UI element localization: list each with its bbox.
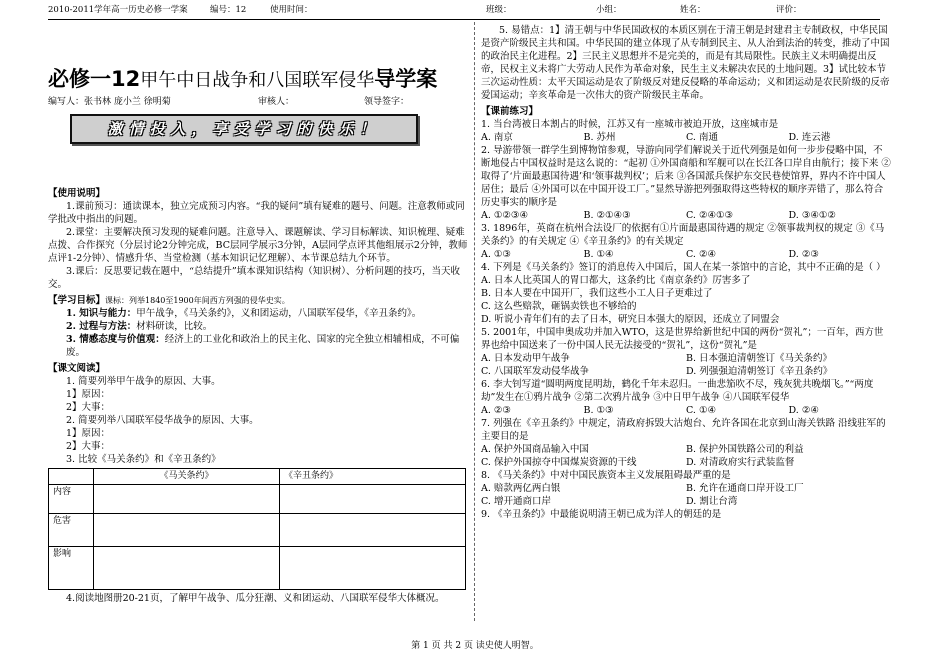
title-middle: 甲午中日战争和八国联军侵华 (140, 70, 375, 91)
answer-option[interactable]: C. ②④ (686, 249, 717, 260)
answer-option[interactable]: B. 日本强迫清朝签订《马关条约》 (686, 353, 833, 364)
answer-option[interactable]: B. ①③ (583, 405, 614, 416)
header-name: 姓名： (680, 5, 706, 15)
q2-events: 2】大事： (66, 441, 111, 452)
answer-cell[interactable] (280, 547, 466, 590)
answer-option[interactable]: B. 允许在通商口岸开设工厂 (686, 483, 804, 494)
question-stem: 8. 《马关条约》中对中国民族资本主义发展阻碍最严重的是 (481, 470, 731, 481)
question-stem: 5. 2001年，中国申奥成功并加入WTO，这是世界给新世纪中国的两份“贺礼”；一百年，西方世界也给中国送来了一份中国人民无法接受的“贺礼”，这份“贺礼”是 (481, 327, 884, 351)
options-row (481, 352, 891, 365)
column-divider (474, 22, 475, 621)
treaty-comparison-table (48, 468, 466, 590)
motto-banner: 激情投入，享受学习的快乐！ (70, 114, 418, 144)
header-eval: 评价： (776, 5, 802, 15)
page-footer: 第 1 页 共 2 页 读史使人明智。 (411, 641, 539, 651)
answer-option[interactable]: A. ①②③④ (481, 210, 528, 221)
answer-option[interactable]: C. 八国联军发动侵华战争 (481, 366, 589, 377)
header-time: 使用时间： (270, 5, 313, 15)
question-stem: 2. 导游带领一群学生到博物馆参观，导游向同学们解说关于近代列强是如何一步步侵略中国，不断地侵占中国权益时是这么说的：“起初 ①外国商船和军舰可以在长江各口岸自由航行；接下来 ②取得了‘片面最惠国待遇’和‘领事裁判权’；后来 ③各国派兵保护东交民巷使馆界，界内不许中国人居住；最后 ④外国可以在中国开设工厂。”显然导游把列强取得这些特权的顺序弄错了，那么符合历史事实的顺序是 (481, 145, 891, 208)
right-column (481, 22, 891, 521)
authors-line (48, 96, 468, 109)
answer-option[interactable]: B. 日本人要在中国开厂，我们这些小工人日子更难过了 (481, 288, 713, 299)
usage-item: 3.课后：反思要记载在题中，“总结提升”填本课知识结构（知识树）、分析问题的技巧，当天收交。 (48, 266, 461, 290)
title-prefix: 必修一12 (48, 67, 141, 91)
reading-q3: 3. 比较《马关条约》和《辛丑条约》 (66, 454, 221, 465)
page-header (48, 4, 880, 18)
row-label: 内容 (49, 485, 94, 514)
reading-q4: 4.阅读地图册20-21页，了解甲午战争、瓜分狂潮、义和团运动、八国联军侵华大体概况。 (66, 593, 445, 604)
answer-option[interactable]: A. 保护外国商品输入中国 (481, 444, 589, 455)
reading-heading: 【课文阅读】 (48, 363, 106, 374)
practice-heading: 【课前练习】 (481, 106, 539, 117)
question-stem: 9. 《辛丑条约》中最能说明清王朝已成为洋人的朝廷的是 (481, 509, 722, 520)
answer-option[interactable]: C. 保护外国掠夺中国煤炭资源的干线 (481, 457, 637, 468)
q2-reason: 1】原因： (66, 428, 111, 439)
answer-option[interactable]: C. ①④ (686, 405, 717, 416)
practice-questions (481, 118, 891, 521)
title-suffix: 导学案 (374, 67, 438, 91)
answer-option[interactable]: B. 苏州 (583, 132, 616, 143)
options-row (481, 248, 891, 261)
question-stem: 7. 列强在《辛丑条约》中规定，清政府拆毁大沽炮台、允许各国在北京到山海关铁路 沿线驻军的主要目的是 (481, 418, 886, 442)
table-row (49, 547, 466, 590)
options-row (481, 131, 891, 144)
answer-option[interactable]: C. 南通 (686, 132, 718, 143)
goal-item: 2. 过程与方法：材料研读，比较。 (66, 321, 213, 332)
options-row (481, 495, 891, 508)
leader-signature: 领导签字： (364, 97, 410, 107)
options-row (481, 456, 891, 469)
reading-q1: 1. 简要列举甲午战争的原因、大事。 (66, 376, 221, 387)
answer-option[interactable]: A. 日本人比英国人的胃口都大，这条约比《南京条约》厉害多了 (481, 275, 751, 286)
options-row (481, 404, 891, 417)
answer-option[interactable]: B. ②①④③ (583, 210, 631, 221)
answer-option[interactable]: D. 对清政府实行武装监督 (686, 457, 795, 468)
table-row (49, 514, 466, 547)
answer-option[interactable]: D. ②③ (788, 249, 819, 260)
reviewer: 审核人： (258, 97, 295, 107)
left-column (48, 22, 468, 605)
table-header-row (49, 469, 466, 485)
answer-option[interactable]: C. ②④①③ (686, 210, 734, 221)
answer-option[interactable]: A. 日本发动甲午战争 (481, 353, 570, 364)
answer-option[interactable]: A. ②③ (481, 405, 511, 416)
options-row (481, 443, 891, 456)
answer-option[interactable]: D. 连云港 (788, 132, 831, 143)
question-stem: 4. 下列是《马关条约》签订的消息传入中国后，国人在某一茶馆中的言论，其中不正确的是（ ） (481, 262, 886, 273)
answer-option[interactable]: C. 这么些赔款，砸锅卖铁也不够给的 (481, 301, 637, 312)
table-header-cell (49, 469, 94, 485)
error-points: 5. 易错点：1】清王朝与中华民国政权的本质区别在于清王朝是封建君主专制政权，中华民国是资产阶级民主共和国。中华民国的建立体现了从专制到民主、从人治到法治的转变，推动了中国的政治民主化进程。2】三民主义思想并不是完美的，而是有其局限性。民族主义未明确提出反帝，民权主义未将广大劳动人民作为革命对象，民生主义未解决农民的土地问题。3】试比较本节三次运动性质：太平天国运动是农了阶级反对建反侵略的革命运动；义和团运动是农民阶级的反帝爱国运动；辛亥革命是一次伟大的资产阶级民主革命。 (481, 25, 890, 101)
row-label: 危害 (49, 514, 94, 547)
q1-reason: 1】原因： (66, 389, 111, 400)
goals-standard: 课标：列举1840至1900年间西方列强的侵华史实。 (105, 296, 290, 305)
reading-q2: 2. 简要列举八国联军侵华战争的原因、大事。 (66, 415, 259, 426)
q1-events: 2】大事： (66, 402, 111, 413)
goal-item: 1. 知识与能力：甲午战争，《马关条约》，义和团运动，八国联军侵华，《辛丑条约》。 (66, 308, 422, 319)
writers: 编写人：张书林 庞小兰 徐明菊 (48, 97, 171, 107)
usage-item: 1.课前预习：通读课本，独立完成预习内容。“我的疑问”填有疑难的题号、问题。注意教师或同学批改中指出的问题。 (48, 201, 465, 225)
question-stem: 6. 李大钊写道“圆明两度昆明劫，鹤化千年未忍归。一曲悲笳吹不尽，残灰犹共晚烟飞。”“两度劫”发生在①鸦片战争 ②第二次鸦片战争 ③中日甲午战争 ④八国联军侵华 (481, 379, 874, 403)
goals-heading: 【学习目标】 (48, 295, 106, 306)
answer-option[interactable]: C. 增开通商口岸 (481, 496, 551, 507)
options-row (481, 482, 891, 495)
table-row (49, 485, 466, 514)
answer-cell[interactable] (280, 514, 466, 547)
header-divider (48, 19, 880, 20)
answer-option[interactable]: D. ③④①② (788, 210, 836, 221)
answer-option[interactable]: D. 听说小青年们有的去了日本，研究日本强大的原因，还成立了同盟会 (481, 314, 780, 325)
answer-cell[interactable] (94, 485, 280, 514)
header-number: 编号：12 (210, 5, 247, 15)
answer-cell[interactable] (94, 514, 280, 547)
usage-item: 2.课堂：主要解决预习发现的疑难问题。注意导入、课题解读、学习目标解读、知识梳理、疑难点拨、合作探究（分层讨论2分钟完成，BC层同学展示3分钟，A层同学点评其他组展示2分钟，教师点评1-2分钟）、情感升华、当堂检测（基本知识记忆理解）、本节课总结九个环节。 (48, 227, 468, 264)
goals-section (48, 294, 468, 307)
answer-option[interactable]: A. 南京 (481, 132, 513, 143)
table-header-cell: 《马关条约》 (94, 469, 280, 485)
header-school-year: 2010-2011学年高一历史必修一学案 (48, 5, 188, 15)
header-group: 小组： (596, 5, 622, 15)
goal-item: 3. 情感态度与价值观：经济上的工业化和政治上的民主化、国家的完全独立相辅相成，不可偏废。 (66, 334, 460, 358)
answer-option[interactable]: D. 割让台湾 (686, 496, 738, 507)
answer-option[interactable]: D. ②④ (788, 405, 819, 416)
options-row (481, 365, 891, 378)
usage-heading: 【使用说明】 (48, 188, 106, 199)
row-label: 影响 (49, 547, 94, 590)
table-header-cell: 《辛丑条约》 (280, 469, 466, 485)
answer-option[interactable]: B. ①④ (583, 249, 614, 260)
options-row (481, 209, 891, 222)
answer-option[interactable]: A. 赔款两亿两白银 (481, 483, 561, 494)
answer-option[interactable]: B. 保护外国铁路公司的利益 (686, 444, 804, 455)
question-stem: 3. 1896年，英商在杭州合法设厂的依据有①片面最惠国待遇的规定 ②领事裁判权的规定 ③《马关条约》的有关规定 ④《辛丑条约》的有关规定 (481, 223, 885, 247)
question-stem: 1. 当台湾被日本割占的时候，江苏又有一座城市被迫开放，这座城市是 (481, 119, 779, 130)
answer-cell[interactable] (280, 485, 466, 514)
header-class: 班级： (486, 5, 512, 15)
answer-cell[interactable] (94, 547, 280, 590)
answer-option[interactable]: D. 列强强迫清朝签订《辛丑条约》 (686, 366, 833, 377)
answer-option[interactable]: A. ①③ (481, 249, 511, 260)
page-title (48, 66, 468, 94)
